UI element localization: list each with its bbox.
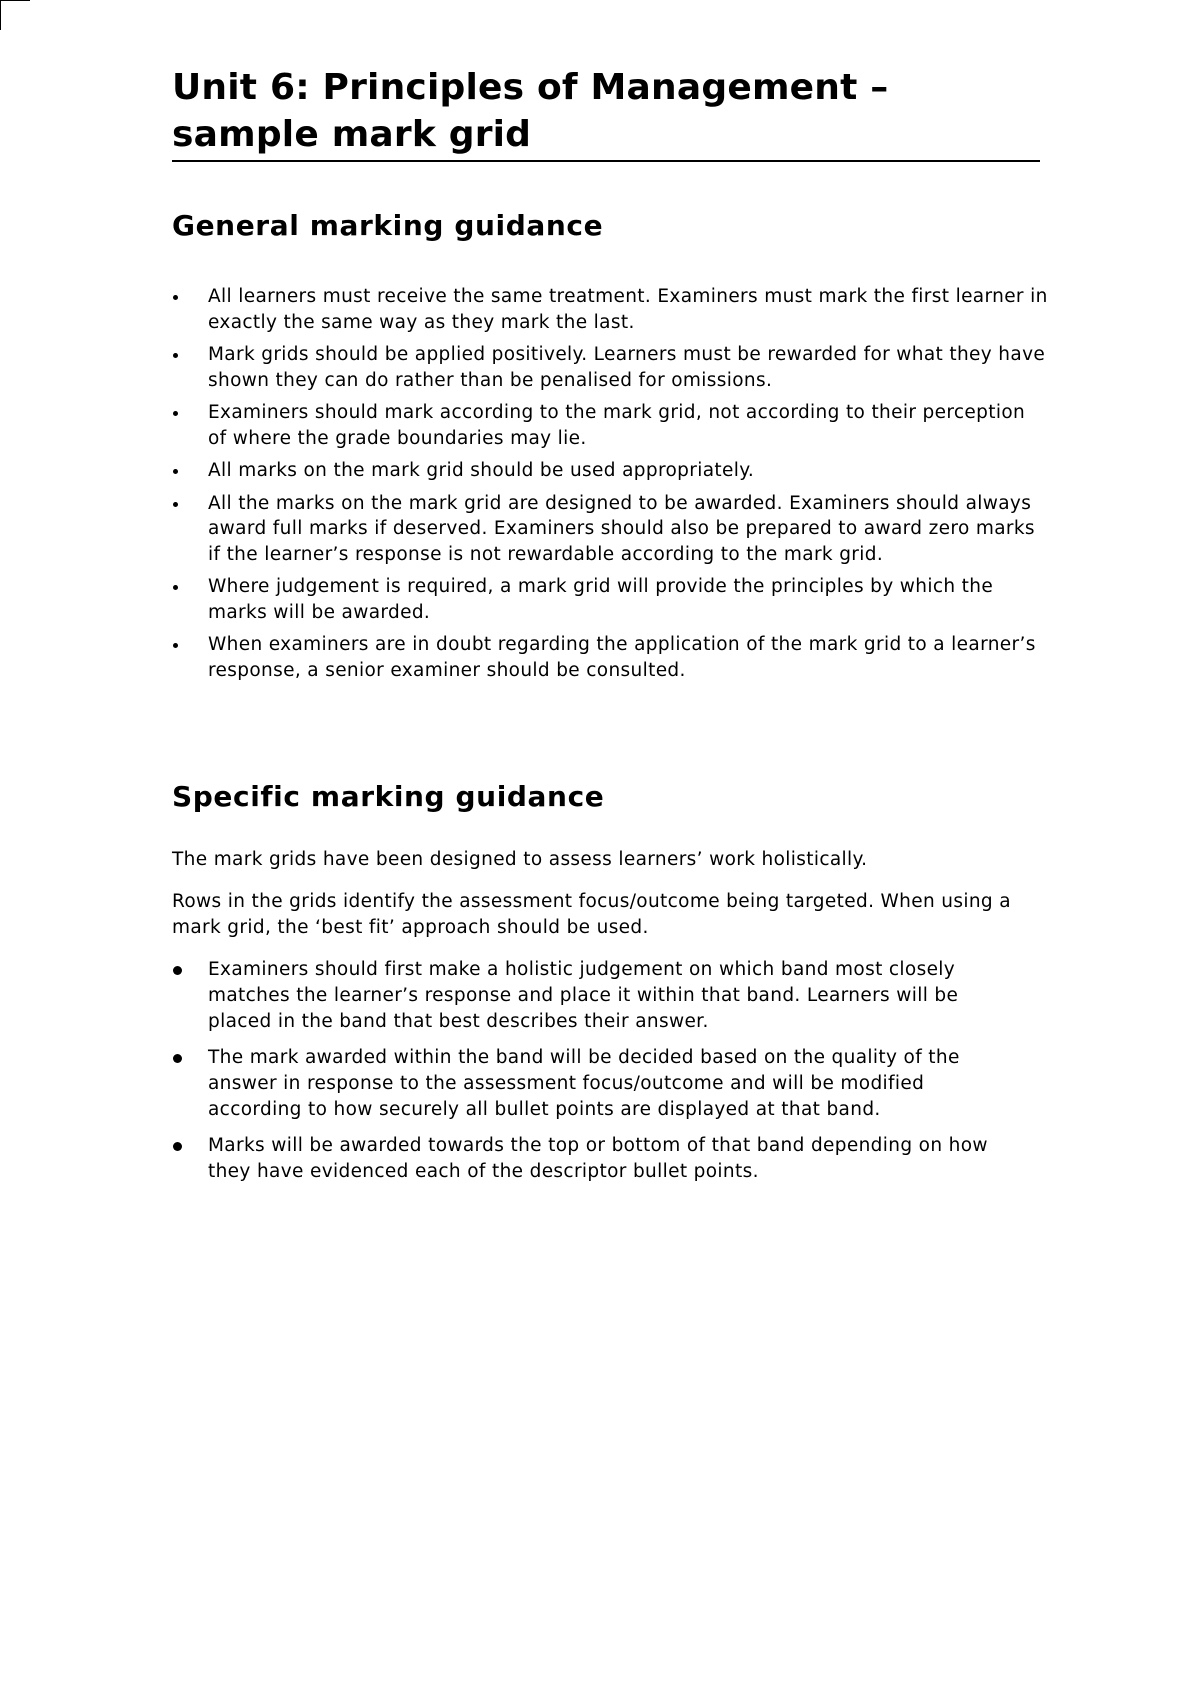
list-item-text: Examiners should mark according to the mark grid, not according to their perception of where the grade boundaries may lie.	[208, 402, 1026, 449]
list-item-text: When examiners are in doubt regarding the application of the mark grid to a learner’s response, a senior examiner should be consulted.	[208, 634, 1036, 681]
list-item-text: Marks will be awarded towards the top or bottom of that band depending on how they have evidenced each of the descriptor bullet points.	[208, 1135, 988, 1182]
bullet-icon	[173, 411, 178, 416]
list-item-text: Examiners should first make a holistic judgement on which band most closely matches the learner’s response and place it within that band. Learners will be placed in the band that best describes their answer.	[208, 959, 959, 1032]
bullet-icon	[173, 966, 182, 975]
list-item-text: All learners must receive the same treatment. Examiners must mark the first learner in exactly the same way as they mark the last.	[208, 286, 1048, 333]
general-guidance-list	[172, 284, 1048, 683]
page-title-line-2: sample mark grid	[172, 114, 532, 155]
list-item	[172, 1045, 998, 1123]
bullet-icon	[173, 1142, 182, 1151]
specific-paragraph-1: The mark grids have been designed to assess learners’ work holistically.	[172, 849, 868, 870]
list-item	[172, 400, 1048, 451]
bullet-icon	[173, 469, 178, 474]
page-title-line-1: Unit 6: Principles of Management –	[172, 67, 889, 108]
list-item-text: All marks on the mark grid should be used appropriately.	[208, 460, 755, 481]
bullet-icon	[173, 353, 178, 358]
bullet-icon	[173, 1054, 182, 1063]
list-item-text: The mark awarded within the band will be decided based on the quality of the answer in response to the assessment focus/outcome and will be modified according to how securely all bullet points are displayed at that band.	[208, 1047, 960, 1120]
list-item-text: Mark grids should be applied positively. Learners must be rewarded for what they have shown they can do rather than be penalised for omissions.	[208, 344, 1046, 391]
list-item	[172, 1133, 998, 1185]
crop-mark-horizontal	[0, 0, 30, 1]
list-item	[172, 458, 1048, 484]
bullet-icon	[173, 585, 178, 590]
general-marking-heading: General marking guidance	[172, 209, 604, 242]
document-page	[172, 64, 1048, 1195]
list-item	[172, 957, 998, 1035]
list-item	[172, 284, 1048, 335]
list-item-text: Where judgement is required, a mark grid will provide the principles by which the marks will be awarded.	[208, 576, 994, 623]
list-item	[172, 491, 1048, 568]
list-item	[172, 632, 1048, 683]
bullet-icon	[173, 295, 178, 300]
specific-guidance-list	[172, 957, 1040, 1185]
page-title	[172, 64, 1040, 162]
list-item	[172, 574, 1048, 625]
specific-paragraph-2: Rows in the grids identify the assessment focus/outcome being targeted. When using a mark grid, the ‘best fit’ approach should be used.	[172, 891, 1011, 938]
list-item-text: All the marks on the mark grid are designed to be awarded. Examiners should always award full marks if deserved. Examiners should also be prepared to award zero marks if the learner’s response is not rewardable according to the mark grid.	[208, 492, 1035, 565]
bullet-icon	[173, 502, 178, 507]
bullet-icon	[173, 643, 178, 648]
specific-marking-heading: Specific marking guidance	[172, 780, 605, 813]
crop-mark-vertical	[0, 0, 1, 30]
list-item	[172, 342, 1048, 393]
